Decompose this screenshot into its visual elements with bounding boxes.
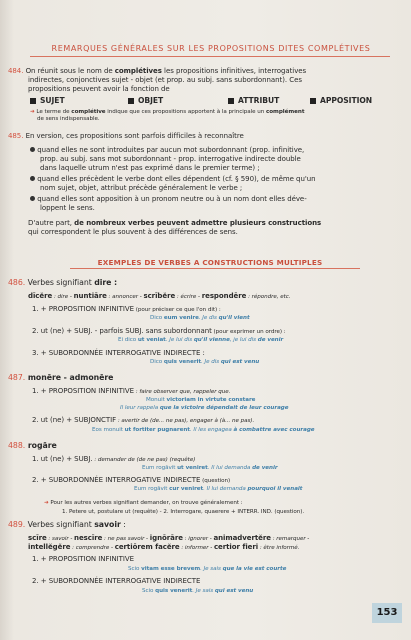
para-485-conclusion-line1: D'autre part, de nombreux verbes peuvent admettre plusieurs constructions	[28, 219, 322, 227]
subsection-title: EXEMPLES DE VERBES A CONSTRUCTIONS MULTIPLES	[97, 258, 323, 267]
para-485-bullet2-line1: quand elles précèdent le verbe dont elles dépendent (cf. § 590), de même qu'un	[30, 175, 315, 184]
para-485-line1: 485. En version, ces propositions sont parfois difficiles à reconnaître	[8, 132, 244, 140]
para-486-example3: Dico quis venerit. Je dis qui est venu	[150, 359, 260, 365]
function-objet: OBJET	[128, 97, 163, 106]
para-485-bullet3-line1: quand elles sont apposition à un pronom neutre ou à un nom dont elles déve-	[30, 195, 307, 204]
arrow-right-icon: ➜	[44, 500, 49, 506]
para-487-example1b: Il leur rappela que la victoire dépendait de leur courage	[120, 405, 289, 411]
para-488-rule2: 2. + SUBORDONNÉE INTERROGATIVE INDIRECTE (question)	[32, 476, 231, 484]
para-484-note1: ➜ Le terme de complétive indique que ces propositions apportent à la principale un complément	[30, 109, 305, 115]
para-489-verbs-line1: scīre : savoir - nescīre : ne pas savoir - ignōrāre : ignorer - animadvertĕre : remarquer -	[28, 534, 310, 542]
square-bullet-icon	[30, 98, 36, 104]
para-484-note2: de sens indispensable.	[37, 116, 100, 122]
function-attribut: ATTRIBUT	[228, 97, 279, 106]
para-487-rule1: 1. + PROPOSITION INFINITIVE : faire observer que, rappeler que.	[32, 387, 231, 395]
para-486-heading: 486. Verbes signifiant dire :	[8, 278, 118, 287]
para-484-line3: propositions peuvent avoir la fonction de	[28, 85, 170, 93]
para-485-bullet1-line1: quand elles ne sont introduites par aucun mot subordonnant (prop. infinitive,	[30, 146, 304, 155]
square-bullet-icon	[228, 98, 234, 104]
para-488-example2: Eum rogāvit cur veniret. Il lui demanda pourquoi il venait	[134, 486, 303, 492]
title-rule	[30, 56, 390, 57]
section-title: REMARQUES GÉNÉRALES SUR LES PROPOSITIONS DITES COMPLÉTIVES	[51, 44, 371, 53]
para-486-example2: Ei dico ut veniat. Je lui dis qu'il vienne, je lui dis de venir	[118, 337, 284, 343]
para-488-note1: ➜ Pour les autres verbes signifiant demander, on trouve généralement :	[44, 500, 243, 506]
bullet-dot-icon	[30, 196, 35, 201]
para-488-note2: 1. Petere ut, postulare ut (requête) - 2. Interrogare, quaerere + INTERR. IND. (question).	[62, 509, 305, 515]
para-485-bullet3-line2: loppent le sens.	[40, 204, 95, 212]
para-484-line1: 484. On réunit sous le nom de complétives les propositions infinitives, interrogatives	[8, 67, 307, 75]
para-489-example2: Scio quis venerit. Je sais qui est venu	[142, 588, 254, 594]
para-488-rule1: 1. ut (ne) + SUBJ. : demander de (de ne pas) (requête)	[32, 455, 196, 463]
para-489-example1: Scio vitam esse brevem. Je sais que la vie est courte	[128, 566, 287, 572]
arrow-right-icon: ➜	[30, 109, 35, 115]
para-487-rule2: 2. ut (ne) + SUBJONCTIF : avertir de (de... ne pas), engager à (à... ne pas).	[32, 416, 255, 424]
para-485-conclusion-line2: qui correspondent le plus souvent à des différences de sens.	[28, 228, 238, 236]
square-bullet-icon	[310, 98, 316, 104]
para-486-verbs: dīcĕre : dire - nuntiāre : annoncer - scrībĕre : écrire - respondēre : répondre, etc.	[28, 292, 291, 300]
para-487-heading: 487. monēre - admonēre	[8, 373, 114, 382]
para-486-rule1: 1. + PROPOSITION INFINITIVE (pour préciser ce que l'on dit) :	[32, 305, 221, 313]
para-485-bullet2-line2: nom sujet, objet, attribut précède généralement le verbe ;	[40, 184, 243, 192]
para-489-rule2: 2. + SUBORDONNÉE INTERROGATIVE INDIRECTE	[32, 577, 201, 585]
function-apposition: APPOSITION	[310, 97, 372, 106]
page-number: 153	[372, 603, 402, 623]
para-489-heading: 489. Verbes signifiant savoir :	[8, 520, 126, 529]
para-488-example1: Eum rogāvit ut veniret. Il lui demanda de venir	[142, 465, 278, 471]
subtitle-rule	[70, 268, 360, 269]
square-bullet-icon	[128, 98, 134, 104]
function-sujet: SUJET	[30, 97, 65, 106]
para-484-line2: indirectes, conjonctives sujet - objet (et prop. au subj. sans subordonnant). Ces	[28, 76, 302, 84]
para-489-rule1: 1. + PROPOSITION INFINITIVE	[32, 555, 135, 563]
para-489-verbs-line2: intellĕgĕre : comprendre - certiōrem facĕre : informer - certior fieri : être informé.	[28, 543, 300, 551]
bullet-dot-icon	[30, 147, 35, 152]
para-487-example2: Eos monuit ut fortiter pugnarent. Il les engagea à combattre avec courage	[92, 427, 315, 433]
para-485-bullet1-line2: prop. au subj. sans mot subordonnant - prop. interrogative indirecte double	[40, 155, 301, 163]
para-487-example1a: Monuit victoriam in virtute constare	[146, 397, 256, 403]
para-488-heading: 488. rogāre	[8, 441, 57, 450]
para-486-rule2: 2. ut (ne) + SUBJ. - parfois SUBJ. sans subordonnant (pour exprimer un ordre) :	[32, 327, 286, 335]
para-485-bullet1-line3: dans laquelle utrum n'est pas exprimé dans le premier terme) ;	[40, 164, 260, 172]
para-486-example1: Dico eum venire. Je dis qu'il vient	[150, 315, 250, 321]
bullet-dot-icon	[30, 176, 35, 181]
para-486-rule3: 3. + SUBORDONNÉE INTERROGATIVE INDIRECTE :	[32, 349, 205, 357]
